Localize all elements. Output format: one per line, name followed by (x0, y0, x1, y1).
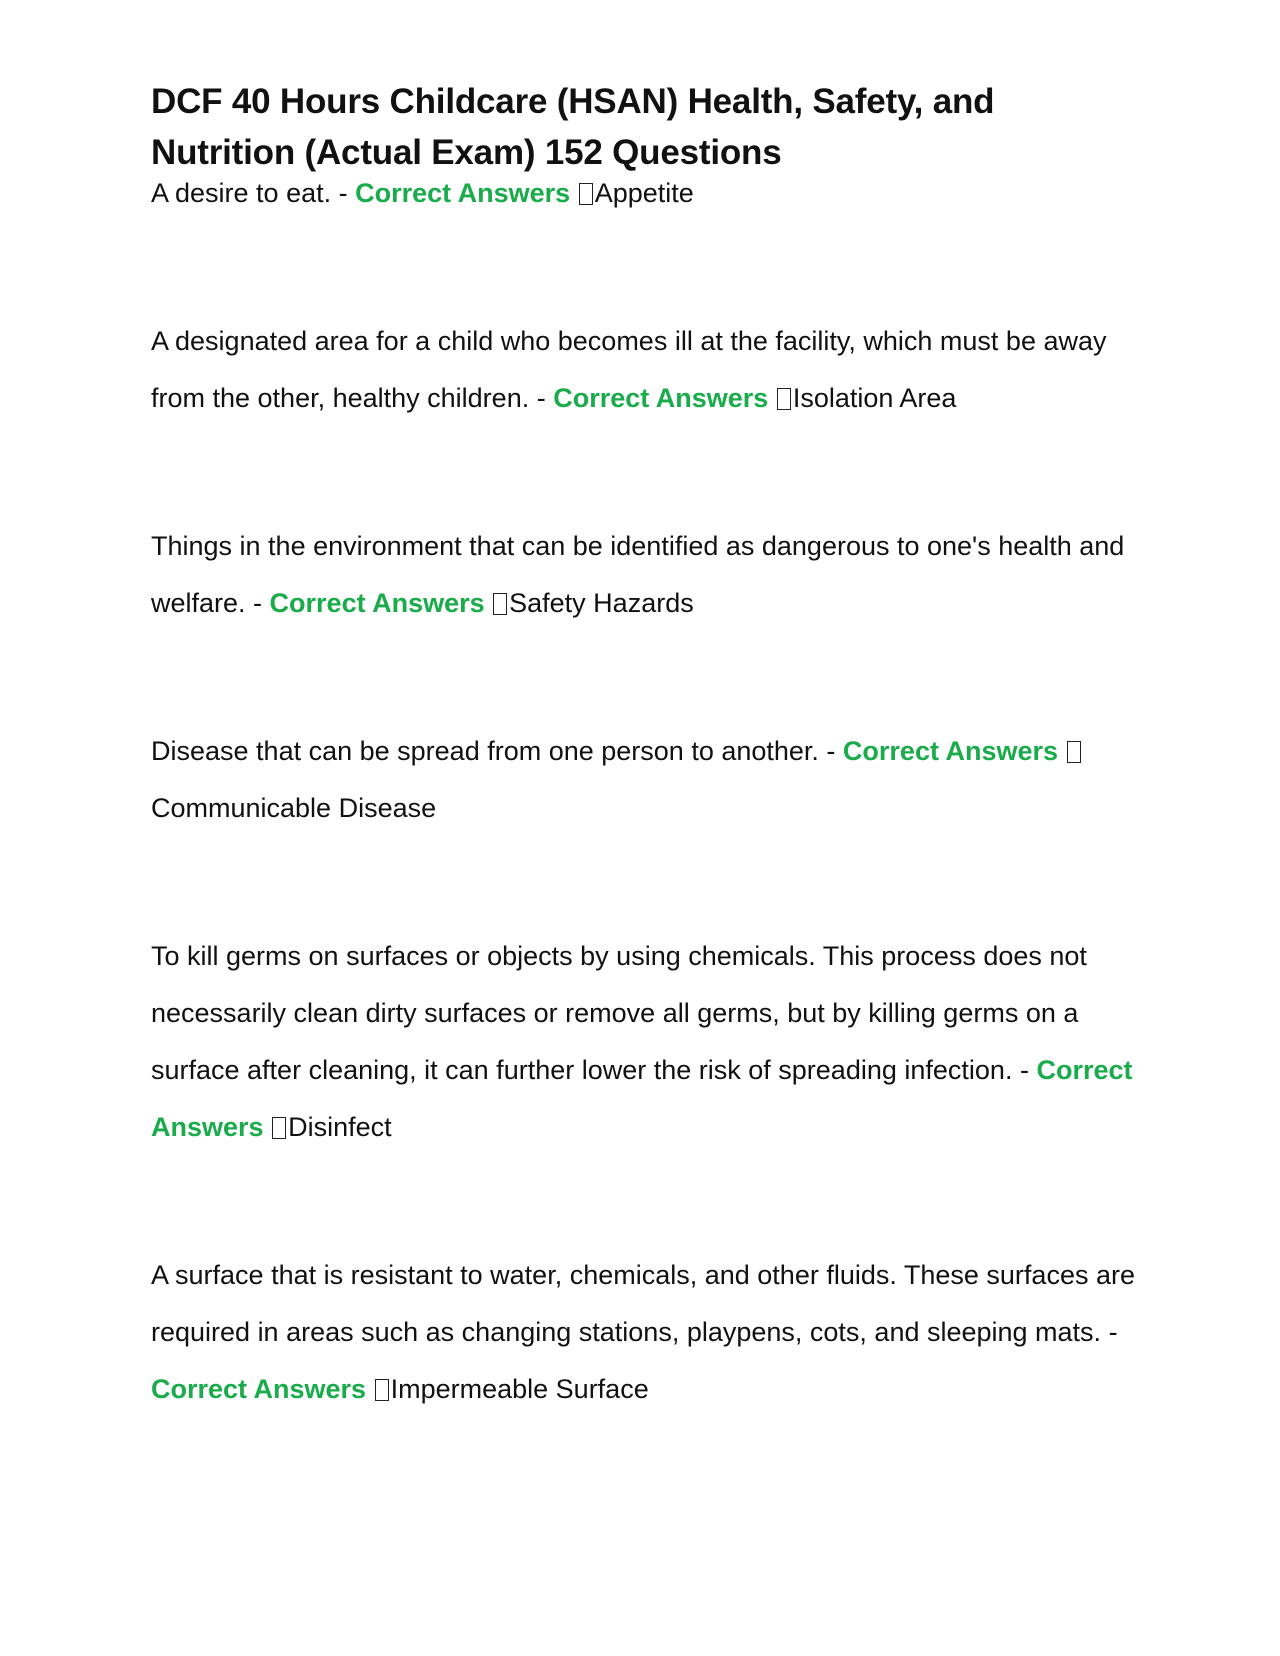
correct-answers-label: Correct Answers (269, 588, 485, 618)
qa-item (151, 165, 1141, 222)
qa-item (151, 1247, 1141, 1418)
question-text: A designated area for a child who becomes ill at the facility, which must be away from the other, healthy children. (151, 326, 1107, 413)
separator: - (331, 178, 356, 208)
question-text: A desire to eat. (151, 178, 332, 208)
document-title: DCF 40 Hours Childcare (HSAN) Health, Safety, and Nutrition (Actual Exam) 152 Questions (151, 82, 995, 172)
question-text: Disease that can be spread from one person to another. (151, 736, 819, 766)
separator: - (1101, 1317, 1118, 1347)
box-icon (493, 593, 507, 615)
answer-text: Safety Hazards (509, 588, 694, 618)
correct-answers-label: Correct Answers (151, 1055, 1133, 1142)
box-icon (375, 1379, 389, 1401)
answer-text: Isolation Area (792, 383, 957, 413)
qa-item (151, 928, 1141, 1156)
box-icon (1067, 741, 1081, 763)
answer-text: Disinfect (288, 1112, 392, 1142)
answer-text: Impermeable Surface (390, 1374, 649, 1404)
correct-answers-label: Correct Answers (553, 383, 769, 413)
separator: - (1012, 1055, 1037, 1085)
correct-answers-label: Correct Answers (151, 1374, 367, 1404)
separator: - (245, 588, 270, 618)
question-text: A surface that is resistant to water, chemicals, and other fluids. These surfaces are required in areas such as changing stations, playpens, cots, and sleeping mats. (151, 1260, 1135, 1347)
answer-text: Communicable Disease (151, 793, 437, 823)
separator: - (529, 383, 554, 413)
question-text: Things in the environment that can be identified as dangerous to one's health and welfare. (151, 531, 1125, 618)
question-text: To kill germs on surfaces or objects by using chemicals. This process does not necessarily clean dirty surfaces or remove all germs, but by killing germs on a surface after cleaning, it can further lower the risk of spreading infection. (151, 941, 1087, 1085)
box-icon (777, 388, 791, 410)
box-icon (579, 183, 593, 205)
separator: - (818, 736, 843, 766)
correct-answers-label: Correct Answers (842, 736, 1058, 766)
correct-answers-label: Correct Answers (355, 178, 571, 208)
document-page (151, 76, 1141, 1418)
qa-item (151, 518, 1141, 632)
qa-item (151, 313, 1141, 427)
box-icon (272, 1117, 286, 1139)
answer-text: Appetite (594, 178, 694, 208)
qa-item (151, 723, 1141, 837)
